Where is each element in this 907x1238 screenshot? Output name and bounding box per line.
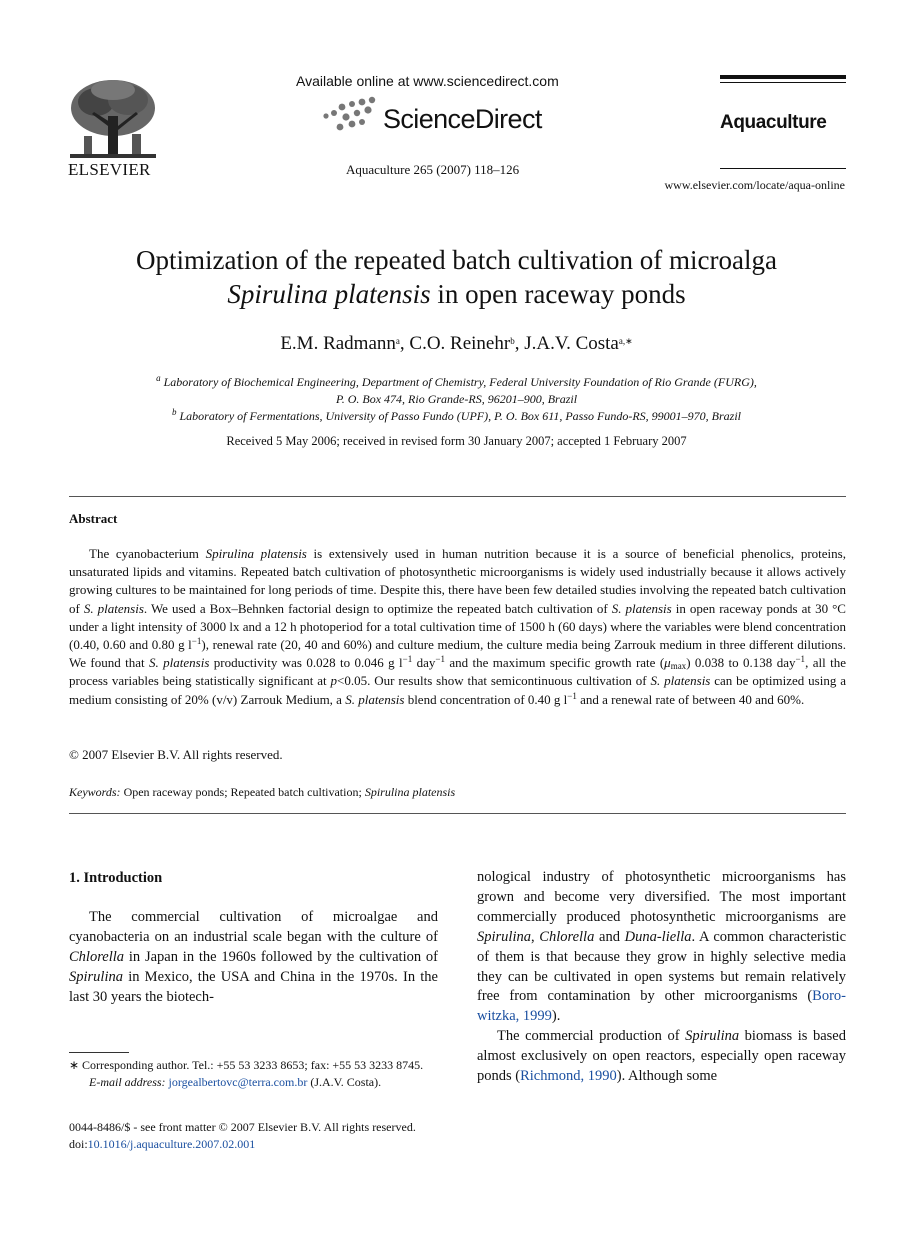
species-name: S. platensis	[345, 691, 405, 707]
affiliation-text: Laboratory of Biochemical Engineering, Department of Chemistry, Federal University Foundation of Rio Grande (FURG),	[163, 375, 757, 389]
author-name[interactable]: C.O. Reinehr	[409, 333, 511, 354]
text-run: . We used a Box–Behnken factorial design to optimize the repeated batch cultivation of	[143, 600, 612, 616]
species-name: S. platensis	[650, 673, 711, 689]
species-name: Spirulina platensis	[205, 546, 307, 561]
author-separator: ,	[399, 333, 410, 354]
species-name: S. platensis	[611, 600, 672, 616]
author-affiliation-marker: a,∗	[618, 336, 633, 346]
text-run: The commercial cultivation of microalgae and cyanobacteria on an industrial scale began with the culture of	[69, 909, 438, 945]
keywords-species: Spirulina platensis	[364, 785, 456, 799]
author-affiliation-marker: b	[510, 336, 515, 346]
text-run: ). Although some	[616, 1068, 718, 1085]
footnote	[69, 1057, 438, 1091]
text-run: and the maximum specific growth rate (	[444, 655, 665, 671]
abstract-copyright: © 2007 Elsevier B.V. All rights reserved.	[69, 747, 283, 762]
email-label: E-mail address:	[89, 1075, 166, 1089]
issn-line: 0044-8486/$ - see front matter © 2007 Elsevier B.V. All rights reserved.	[69, 1120, 416, 1134]
abstract-heading: Abstract	[69, 511, 118, 526]
text-run: <0.05. Our results show that semicontinuous cultivation of	[337, 673, 651, 689]
superscript: −1	[795, 654, 806, 665]
species-name: Spirulina	[69, 968, 123, 985]
title-rest: in open raceway ponds	[430, 279, 686, 309]
superscript: −1	[402, 654, 413, 665]
front-matter	[69, 1119, 416, 1153]
text-run: day	[412, 655, 436, 671]
available-online-text: Available online at www.sciencedirect.com	[296, 73, 559, 89]
affiliation-marker: b	[171, 407, 177, 417]
species-name: Duna-liella	[624, 928, 692, 945]
doi-link[interactable]: 10.1016/j.aquaculture.2007.02.001	[87, 1137, 256, 1151]
publisher-name: ELSEVIER	[68, 160, 151, 179]
journal-citation: Aquaculture 265 (2007) 118–126	[346, 162, 520, 177]
superscript: −1	[435, 654, 445, 665]
text-run: ,	[530, 928, 540, 945]
header-rule-thin	[720, 82, 846, 83]
received-dates: Received 5 May 2006; received in revised form 30 January 2007; accepted 1 February 2007	[226, 434, 687, 448]
subscript: max	[670, 661, 687, 672]
affiliation-b	[60, 408, 853, 425]
doi-line	[69, 1136, 416, 1153]
text-run: in open raceway ponds at 30 °C under a light intensity of 3000 lx and a 12 h photoperiod for a total cultivation time of 1500 h (60 days) where the variables were blend concentration (0.40, 0.60 and 0.80 g l	[69, 600, 846, 653]
header-rule-thick	[720, 75, 846, 79]
keywords-label: Keywords:	[69, 785, 121, 799]
email-owner: (J.A.V. Costa).	[307, 1075, 382, 1089]
superscript: −1	[567, 690, 577, 701]
section-heading-introduction: 1. Introduction	[69, 870, 163, 886]
affiliations	[60, 374, 853, 425]
journal-url-link[interactable]: www.elsevier.com/locate/aqua-online	[664, 178, 845, 192]
text-run: and	[594, 928, 625, 945]
text-run: and a renewal rate of between 40 and 60%.	[576, 691, 805, 707]
text-run: ).	[551, 1008, 561, 1025]
author-affiliation-marker: a	[395, 336, 400, 346]
affiliation-text: P. O. Box 474, Rio Grande-RS, 96201–900, Brazil	[335, 392, 578, 406]
species-name: Chlorella	[69, 948, 125, 965]
journal-name: Aquaculture	[720, 112, 827, 133]
text-run: in Japan in the 1960s followed by the cultivation of	[124, 948, 438, 965]
text-run: ) 0.038 to 0.138 day	[686, 655, 796, 671]
citation-link[interactable]: Boro-witzka, 1999	[477, 988, 846, 1025]
affiliation-a	[60, 374, 853, 391]
text-run: nological industry of photosynthetic microorganisms has grown and become very diversified. The most important commercially produced photosynthetic microorganisms are	[477, 869, 846, 925]
column-left	[69, 908, 438, 1008]
header-rule-bottom	[720, 168, 846, 169]
title-line-1: Optimization of the repeated batch cultivation of microalga	[135, 245, 777, 275]
column-right	[477, 868, 846, 1087]
footnote-rule	[69, 1052, 129, 1053]
author-list	[60, 333, 853, 355]
abstract-body	[69, 545, 846, 709]
text-run: The commercial production of	[497, 1028, 686, 1045]
corresponding-author-note: ∗ Corresponding author. Tel.: +55 53 3233 8653; fax: +55 53 3233 8745.	[69, 1058, 424, 1072]
species-name: Chlorella	[539, 928, 595, 945]
citation-link[interactable]: Richmond, 1990	[520, 1068, 617, 1085]
text-run: biomass is based almost exclusively on open reactors, especially open raceway ponds (	[477, 1028, 846, 1085]
text-run: is extensively used in human nutrition because it is a source of beneficial phenolics, proteins, unsaturated lipids and vitamins. Repeated batch cultivation of photosynthetic microorganisms is widely used industrially because it allows actively growing cultures to be maintained for long periods of time. Despite this, there have been few detailed studies involving the repeated batch cultivation of	[69, 546, 846, 616]
abstract-top-rule	[69, 496, 846, 497]
author-name[interactable]: J.A.V. Costa	[524, 333, 619, 354]
keywords-text: Open raceway ponds; Repeated batch cultivation;	[123, 785, 365, 799]
text-run: in Mexico, the USA and China in the 1970s. In the last 30 years the biotech-	[69, 968, 438, 1005]
author-name[interactable]: E.M. Radmann	[280, 333, 396, 354]
species-name: Spirulina	[477, 928, 531, 945]
text-run: blend concentration of 0.40 g l	[404, 691, 568, 707]
superscript: −1	[191, 636, 202, 647]
affiliation-marker: a	[156, 373, 161, 383]
doi-label: doi:	[69, 1137, 88, 1151]
sciencedirect-dots-icon	[322, 96, 382, 134]
article-title	[60, 243, 853, 311]
species-name: Spirulina	[685, 1028, 740, 1045]
title-line-2	[60, 277, 853, 311]
text-run: . A common characteristic of them is that because they grow in highly selective media they can be cultivated in open systems but remain relatively free from contamination by other microorganisms (	[477, 928, 847, 1005]
text-run: The cyanobacterium	[89, 546, 206, 561]
text-run: can be optimized using a medium consisting of 20% (v/v) Zarrouk Medium, a	[69, 673, 846, 707]
greek-mu: μ	[664, 655, 671, 671]
p-value-symbol: p	[330, 673, 338, 689]
author-separator: ,	[514, 333, 525, 354]
species-name: S. platensis	[149, 655, 210, 671]
affiliation-text: Laboratory of Fermentations, University of Passo Fundo (UPF), P. O. Box 611, Passo Fundo-RS, 99001–970, Brazil	[179, 409, 741, 423]
email-link[interactable]: jorgealbertovc@terra.com.br	[168, 1075, 308, 1089]
keywords	[69, 785, 455, 800]
text-run: ), renewal rate (20, 40 and 60%) and culture medium, the culture media being Zarrouk medium in three different dilutions. We found that	[69, 637, 846, 671]
species-name: S. platensis	[83, 600, 144, 616]
sciencedirect-wordmark: ScienceDirect	[383, 104, 542, 134]
title-species: Spirulina platensis	[227, 279, 431, 309]
text-run: productivity was 0.028 to 0.046 g l	[209, 655, 403, 671]
text-run: , all the process variables being statistically significant at	[69, 655, 846, 689]
abstract-bottom-rule	[69, 813, 846, 814]
